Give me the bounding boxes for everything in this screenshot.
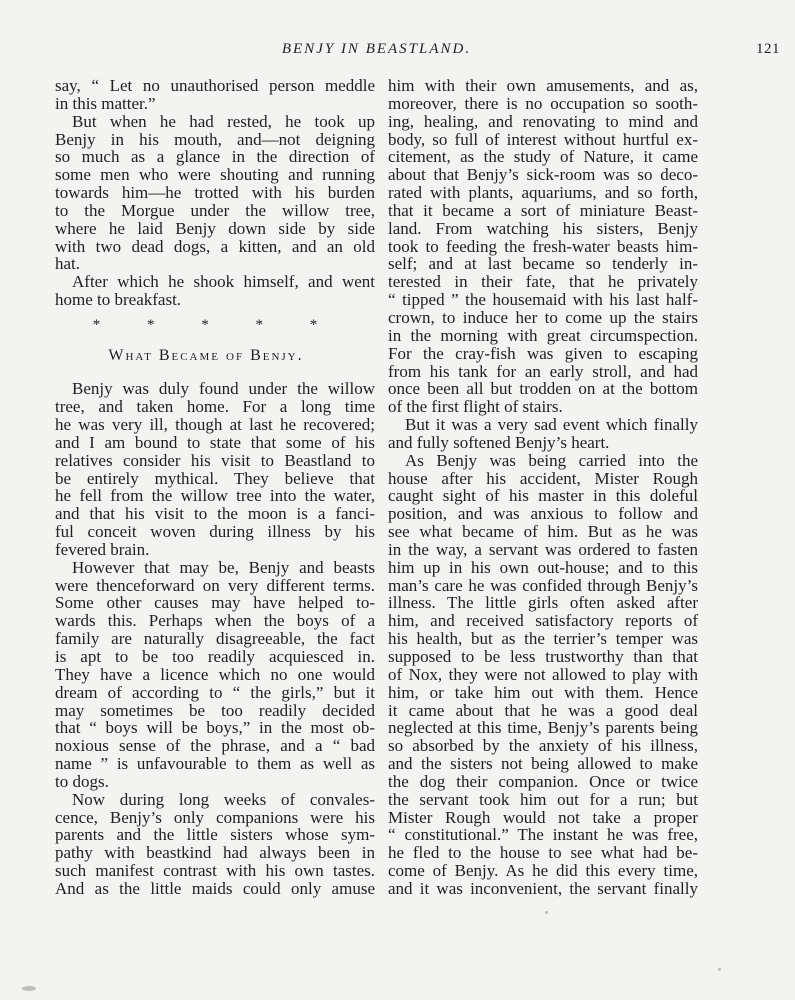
text-line: be entirely mythical. They believe that (55, 468, 375, 488)
text-line: For the cray-fish was given to escaping (388, 343, 698, 363)
text-line: where he laid Benjy down side by side (55, 218, 375, 238)
text-line: so absorbed by the anxiety of his illness, (388, 736, 698, 756)
section-heading: What Became of Benjy. (108, 346, 304, 364)
text-line: to dogs. (55, 771, 109, 791)
text-line: that “ boys will be boys,” in the most ob- (55, 718, 375, 738)
text-line: the dog their companion. Once or twice (388, 771, 698, 791)
paragraph (55, 380, 375, 558)
paragraph (55, 791, 375, 898)
text-line: him with their own amusements, and as, (388, 76, 698, 95)
text-line: But when he had rested, he took up (72, 111, 375, 131)
text-line: family are naturally disagreeable, the fact (55, 629, 375, 649)
text-line: in the way, a servant was ordered to fasten (388, 539, 698, 559)
text-line: noxious sense of the phrase, and a “ bad (55, 736, 375, 756)
text-line: towards him—he trotted with his burden (55, 183, 375, 203)
text-line: him up in his own out-house; and to this (388, 557, 698, 577)
text-line: him, and received satisfactory reports of (388, 611, 698, 631)
text-line: terested in their fate, that he privately (388, 272, 698, 292)
text-line: And as the little maids could only amuse (55, 878, 375, 898)
text-line: home to breakfast. (55, 290, 182, 310)
text-line: and that his visit to the moon is a fanci- (55, 504, 375, 524)
text-line: Benjy in his mouth, and—not deigning (55, 129, 375, 149)
text-line: him, or take him out with them. Hence (388, 682, 698, 702)
text-line: position, and was anxious to follow and (388, 504, 698, 524)
scan-speck (545, 911, 548, 914)
text-line: illness. The little girls often asked after (388, 593, 698, 613)
text-line: to the Morgue under the willow tree, (55, 200, 375, 220)
text-line: and fully softened Benjy’s heart. (388, 432, 610, 452)
left-column (55, 77, 375, 898)
text-line: crown, to induce her to come up the stairs (388, 307, 698, 327)
text-line: After which he shook himself, and went (72, 272, 375, 292)
text-line: from his tank for an early stroll, and had (388, 361, 698, 381)
scan-speck (22, 986, 36, 991)
text-line: he was very ill, though at last he recovered; (55, 415, 375, 435)
paragraph (55, 77, 375, 113)
text-line: man’s care he was confided through Benjy’s (388, 575, 698, 595)
text-line: in this matter.” (55, 93, 156, 113)
paragraph (388, 452, 698, 898)
text-line: However that may be, Benjy and beasts (72, 557, 375, 577)
text-line: about that Benjy’s sick-room was so deco- (388, 165, 698, 185)
text-line: of the first flight of stairs. (388, 397, 563, 417)
text-line: “ constitutional.” The instant he was free, (388, 825, 698, 845)
text-line: cence, Benjy’s only companions were his (55, 807, 375, 827)
text-line: so much as a glance in the direction of (55, 147, 375, 167)
text-line: once been all but trodden on at the bottom (388, 379, 698, 399)
text-line: come of Benjy. As he did this every time, (388, 861, 698, 881)
section-break: * * * * * (92, 316, 318, 333)
text-line: it came about that he was a good deal (388, 700, 698, 720)
text-line: supposed to be less trustworthy than that (388, 647, 698, 666)
text-line: and the sisters not being allowed to make (388, 754, 698, 774)
text-line: may sometimes be too readily decided (55, 700, 375, 720)
text-line: such manifest contrast with his own tastes. (55, 861, 375, 881)
text-line: some men who were shouting and running (55, 165, 375, 185)
paragraph (55, 559, 375, 791)
text-line: land. From watching his sisters, Benjy (388, 218, 698, 238)
text-line: neglected at this time, Benjy’s parents being (388, 718, 698, 738)
text-line: fevered brain. (55, 539, 150, 559)
text-line: Benjy was duly found under the willow (72, 379, 375, 399)
text-line: he fled to the house to see what had be- (388, 843, 698, 863)
text-line: relatives consider his visit to Beastland to (55, 450, 375, 470)
text-line: ing, healing, and renovating to mind and (388, 111, 698, 131)
text-line: parents and the little sisters whose sym- (55, 825, 375, 845)
text-line: with two dead dogs, a kitten, and an old (55, 236, 375, 256)
text-line: But it was a very sad event which finally (405, 415, 698, 435)
text-line: the servant took him out for a run; but (388, 789, 698, 809)
right-column (388, 77, 698, 898)
text-line: wards this. Perhaps when the boys of a (55, 611, 375, 631)
text-line: and it was inconvenient, the servant finally (388, 878, 698, 898)
text-line: citement, as the study of Nature, it came (388, 147, 698, 167)
text-line: house after his accident, Mister Rough (388, 468, 698, 488)
text-line: dream of according to “ the girls,” but it (55, 682, 375, 702)
paragraph (55, 273, 375, 309)
text-line: in the morning with great circumspection. (388, 325, 698, 345)
scan-speck (718, 968, 721, 971)
text-line: that it became a sort of miniature Beast- (388, 200, 698, 220)
text-line: moreover, there is no occupation so sooth- (388, 93, 698, 113)
text-line: were thenceforward on very different terms. (55, 575, 375, 595)
text-line: hat. (55, 254, 81, 274)
text-line: Some other causes may have helped to- (55, 593, 375, 613)
text-line: tree, and taken home. For a long time (55, 397, 375, 417)
paragraph (388, 416, 698, 452)
text-line: body, so full of interest without hurtful ex- (388, 129, 698, 149)
paragraph (388, 77, 698, 416)
text-line: his health, but as the terrier’s temper was (388, 629, 698, 649)
text-line: pathy with beastkind had always been in (55, 843, 375, 863)
text-line: see what became of him. But as he was (388, 522, 698, 542)
text-line: caught sight of his master in this doleful (388, 486, 698, 506)
text-line: “ tipped ” the housemaid with his last half- (388, 290, 698, 310)
text-line: took to feeding the fresh-water beasts him- (388, 236, 698, 256)
text-line: rated with plants, aquariums, and so forth, (388, 183, 698, 203)
text-line: Mister Rough would not take a proper (388, 807, 698, 827)
paragraph (55, 113, 375, 274)
text-line: is apt to be too readily acquiesced in. (55, 647, 375, 666)
text-line: They have a licence which no one would (55, 664, 375, 684)
page-number: 121 (756, 41, 780, 57)
text-line: he fell from the willow tree into the water, (55, 486, 375, 506)
text-line: Now during long weeks of convales- (72, 789, 375, 809)
running-head: BENJY IN BEASTLAND. (281, 41, 472, 57)
text-line: As Benjy was being carried into the (405, 450, 698, 470)
text-line: say, “ Let no unauthorised person meddle (55, 76, 375, 95)
text-line: ful conceit woven during illness by his (55, 522, 375, 542)
text-line: name ” is unfavourable to them as well as (55, 754, 375, 774)
text-line: and I am bound to state that some of his (55, 432, 375, 452)
text-line: self; and at last became so tenderly in- (388, 254, 698, 274)
text-line: of Nox, they were not allowed to play with (388, 664, 698, 684)
